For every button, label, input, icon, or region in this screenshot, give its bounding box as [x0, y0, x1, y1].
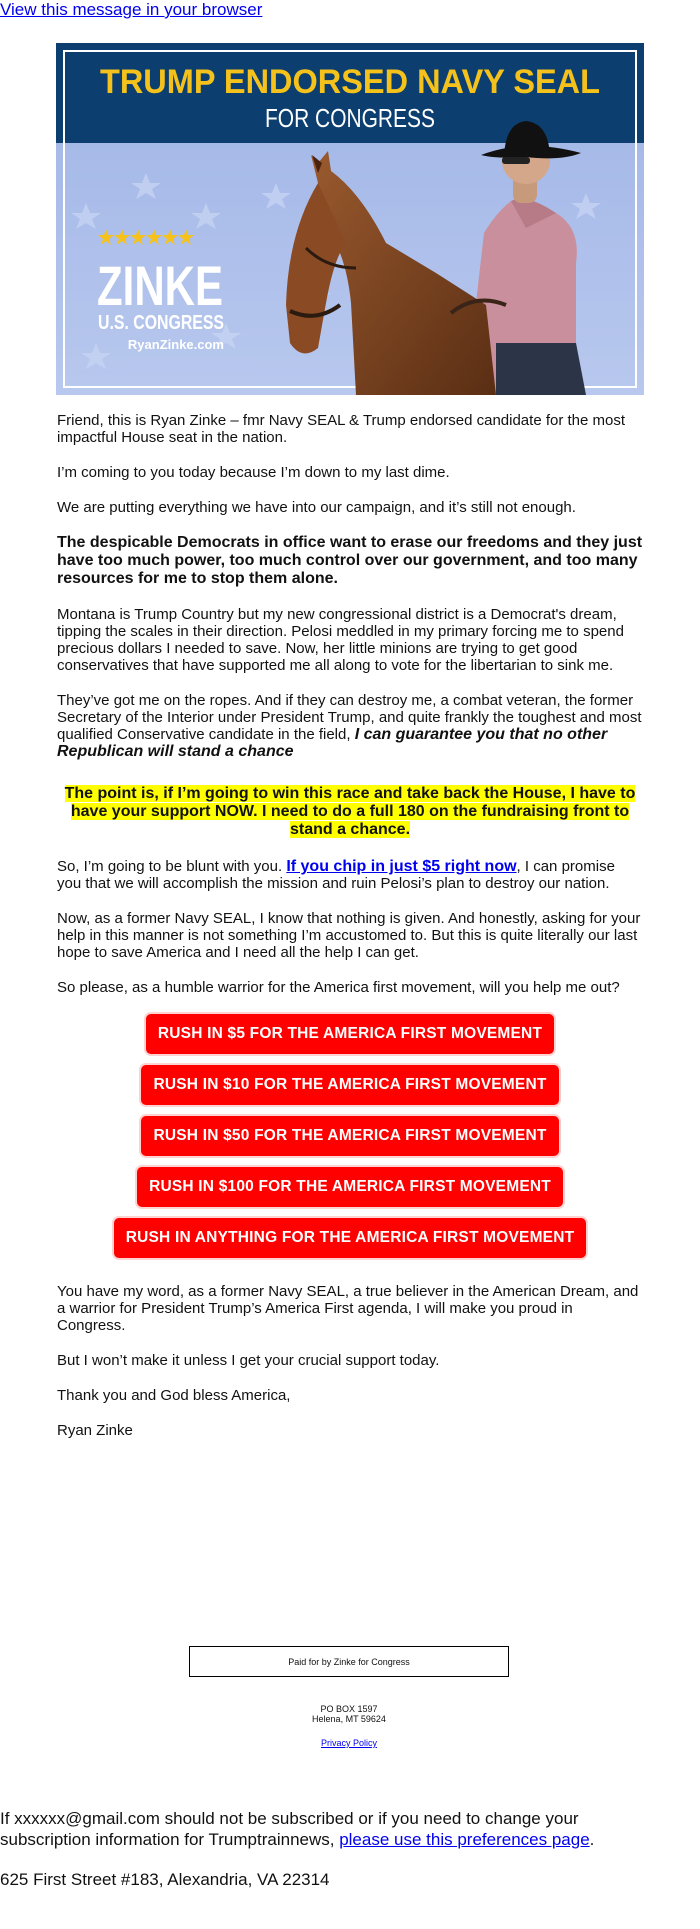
- chip-in-link[interactable]: If you chip in just $5 right now: [286, 858, 517, 875]
- montana-paragraph: Montana is Trump Country but my new congressional district is a Democrat's dream, tipping the scales in their direction. Pelosi meddled in my primary forcing me to spend precious dollars I needed to save. Now, her little minions are trying to get good conservatives that have supported me all along to vote for the libertarian to sink me.: [57, 606, 624, 674]
- city-state-zip: Helena, MT 59624: [312, 1714, 386, 1724]
- donate-50-button[interactable]: RUSH IN $50 FOR THE AMERICA FIRST MOVEMENT: [141, 1116, 558, 1156]
- privacy-policy-link[interactable]: Privacy Policy: [320, 1738, 377, 1748]
- closing-paragraph: Thank you and God bless America,: [57, 1387, 291, 1404]
- ropes-text: They’ve got me on the ropes. And if they can destroy me, a combat veteran, the former Secretary of the Interior under President Trump, and quite frankly the toughest and most qualified Conservative candidate in the field,: [57, 692, 642, 743]
- email-body: [57, 412, 643, 1457]
- donate-button-list: [57, 1014, 643, 1269]
- last-dime-paragraph: I’m coming to you today because I’m down to my last dime.: [57, 464, 450, 481]
- highlight-paragraph: [57, 785, 643, 839]
- unsubscribe-period: .: [589, 1830, 595, 1849]
- logo-subtitle: U.S. CONGRESS: [98, 312, 224, 334]
- highlight-text: The point is, if I’m going to win this race and take back the House, I have to have your support NOW. I need to do a full 180 on the fundraising front to stand a chance.: [64, 785, 636, 838]
- democrats-paragraph: The despicable Democrats in office want to erase our freedoms and they just have too much power, too much control over our government, and too many resources for me to stop them alone.: [57, 534, 643, 587]
- donate-10-button[interactable]: RUSH IN $10 FOR THE AMERICA FIRST MOVEMENT: [141, 1065, 558, 1105]
- logo-url: RyanZinke.com: [127, 337, 224, 352]
- ropes-emphasis: I can guarantee you that no other Republican will stand a chance: [57, 726, 608, 760]
- po-box: PO BOX 1597: [320, 1704, 378, 1714]
- view-in-browser-link[interactable]: View this message in your browser: [0, 0, 263, 19]
- hero-graphic: [56, 43, 644, 395]
- donate-anything-button[interactable]: RUSH IN ANYTHING FOR THE AMERICA FIRST MOVEMENT: [114, 1218, 587, 1258]
- hero-subhead: FOR CONGRESS: [265, 103, 435, 133]
- donate-100-button[interactable]: RUSH IN $100 FOR THE AMERICA FIRST MOVEMENT: [137, 1167, 563, 1207]
- unsubscribe-notice: [0, 1808, 660, 1850]
- blunt-text-pre: So, I’m going to be blunt with you.: [57, 858, 287, 875]
- paid-for-disclaimer: Paid for by Zinke for Congress: [189, 1646, 509, 1677]
- support-today-paragraph: But I won’t make it unless I get your crucial support today.: [57, 1352, 440, 1369]
- donate-5-button[interactable]: RUSH IN $5 FOR THE AMERICA FIRST MOVEMENT: [146, 1014, 554, 1054]
- navy-seal-paragraph: Now, as a former Navy SEAL, I know that nothing is given. And honestly, asking for your help in this manner is not something I’m accustomed to. But this is quite literally our last hope to save America and I need all the help I can get.: [57, 910, 641, 961]
- blunt-text-post: , I can promise you that we will accomplish the mission and ruin Pelosi’s plan to destroy our nation.: [57, 858, 615, 892]
- unsubscribe-text: If xxxxxx@gmail.com should not be subscribed or if you need to change your subscription information for Trumptrainnews,: [0, 1809, 579, 1849]
- privacy-policy-row: [189, 1738, 509, 1748]
- blunt-paragraph: [57, 858, 643, 892]
- ropes-paragraph: [57, 692, 643, 760]
- signature: Ryan Zinke: [57, 1422, 133, 1439]
- intro-paragraph: Friend, this is Ryan Zinke – fmr Navy SEAL & Trump endorsed candidate for the most impactful House seat in the nation.: [57, 412, 626, 446]
- logo-name: ZINKE: [97, 254, 223, 317]
- my-word-paragraph: You have my word, as a former Navy SEAL, a true believer in the American Dream, and a warrior for President Trump’s America First agenda, I will make you proud in Congress.: [57, 1283, 639, 1334]
- preferences-link[interactable]: please use this preferences page: [339, 1830, 590, 1849]
- hero-headline: TRUMP ENDORSED NAVY SEAL: [100, 63, 600, 101]
- hero-banner-image[interactable]: [56, 43, 644, 395]
- postal-address: 625 First Street #183, Alexandria, VA 22314: [0, 1870, 330, 1889]
- campaign-paragraph: We are putting everything we have into our campaign, and it’s still not enough.: [57, 499, 576, 516]
- help-me-paragraph: So please, as a humble warrior for the America first movement, will you help me out?: [57, 979, 620, 996]
- mailing-address: [189, 1704, 509, 1724]
